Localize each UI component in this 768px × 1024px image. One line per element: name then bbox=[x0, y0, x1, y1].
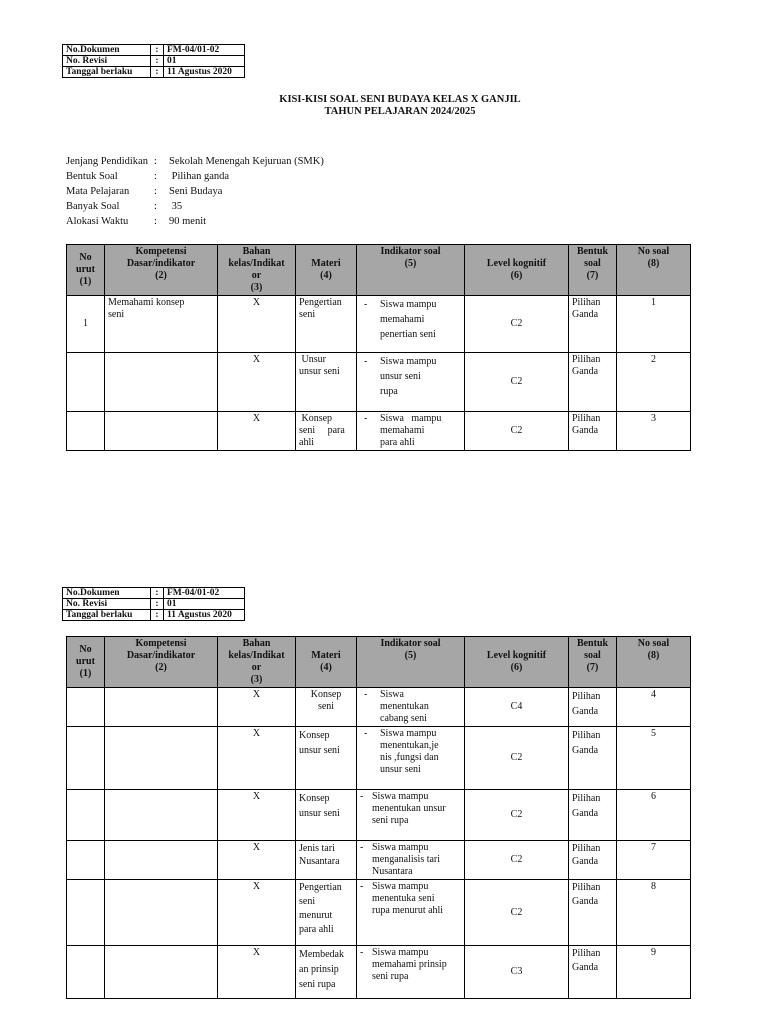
revision-row bbox=[63, 599, 245, 610]
doc-number-value: FM-04/01-02 bbox=[164, 588, 245, 599]
info-label: Banyak Soal bbox=[66, 201, 120, 212]
bahan-cell: X bbox=[218, 880, 296, 946]
effective-date-value: 11 Agustus 2020 bbox=[164, 67, 245, 78]
info-row-level bbox=[66, 154, 324, 169]
colon: : bbox=[151, 588, 164, 599]
bentuk-cell: Pilihan Ganda bbox=[569, 841, 617, 880]
header-bentuk: Bentuk soal (7) bbox=[569, 245, 617, 296]
indikator-cell: - Siswa mampu menganalisis tari Nusantara bbox=[357, 841, 465, 880]
bahan-cell: X bbox=[218, 727, 296, 790]
doc-number-label: No.Dokumen bbox=[63, 45, 151, 56]
header-kompetensi: Kompetensi Dasar/indikator (2) bbox=[105, 637, 218, 688]
bentuk-cell: Pilihan Ganda bbox=[569, 946, 617, 999]
bahan-cell: X bbox=[218, 946, 296, 999]
colon: : bbox=[151, 610, 164, 621]
level-cell: C2 bbox=[465, 727, 569, 790]
info-label: Mata Pelajaran bbox=[66, 186, 130, 197]
question-number-cell: 9 bbox=[617, 946, 691, 999]
revision-row bbox=[63, 56, 245, 67]
materi-cell: Unsur unsur seni bbox=[296, 353, 357, 412]
table-row bbox=[67, 688, 691, 727]
bahan-cell: X bbox=[218, 353, 296, 412]
row-number bbox=[67, 688, 105, 727]
kompetensi-cell bbox=[105, 353, 218, 412]
colon: : bbox=[154, 186, 157, 197]
kompetensi-cell bbox=[105, 946, 218, 999]
header-kompetensi: Kompetensi Dasar/indikator (2) bbox=[105, 245, 218, 296]
effective-date-label: Tanggal berlaku bbox=[63, 67, 151, 78]
doc-number-row bbox=[63, 588, 245, 599]
kompetensi-cell bbox=[105, 880, 218, 946]
table-row bbox=[67, 353, 691, 412]
question-number-cell: 2 bbox=[617, 353, 691, 412]
question-number-cell: 4 bbox=[617, 688, 691, 727]
header-indikator: Indikator soal (5) bbox=[357, 637, 465, 688]
header-indikator: Indikator soal (5) bbox=[357, 245, 465, 296]
level-cell: C4 bbox=[465, 688, 569, 727]
colon: : bbox=[151, 45, 164, 56]
header-materi: Materi (4) bbox=[296, 637, 357, 688]
header-no: No urut (1) bbox=[67, 245, 105, 296]
colon: : bbox=[154, 201, 157, 212]
info-label: Bentuk Soal bbox=[66, 171, 118, 182]
document-title: KISI-KISI SOAL SENI BUDAYA KELAS X GANJIL bbox=[279, 94, 521, 105]
info-label: Jenjang Pendidikan bbox=[66, 156, 148, 167]
header-bentuk: Bentuk soal (7) bbox=[569, 637, 617, 688]
header-nosoal: No soal (8) bbox=[617, 245, 691, 296]
level-cell: C3 bbox=[465, 946, 569, 999]
row-number bbox=[67, 353, 105, 412]
table-header-row bbox=[67, 245, 691, 296]
colon: : bbox=[154, 171, 157, 182]
question-number-cell: 1 bbox=[617, 296, 691, 353]
row-number bbox=[67, 841, 105, 880]
materi-cell: Membedak an prinsip seni rupa bbox=[296, 946, 357, 999]
kompetensi-cell bbox=[105, 412, 218, 451]
row-number bbox=[67, 790, 105, 841]
doc-number-value: FM-04/01-02 bbox=[164, 45, 245, 56]
level-cell: C2 bbox=[465, 790, 569, 841]
header-bahan: Bahan kelas/Indikat or (3) bbox=[218, 245, 296, 296]
question-number-cell: 5 bbox=[617, 727, 691, 790]
exam-info bbox=[66, 154, 324, 229]
indikator-cell: - Siswa mampu menentukan,je nis ,fungsi dan unsur seni bbox=[357, 727, 465, 790]
indikator-cell: - Siswa mampu menentukan unsur seni rupa bbox=[357, 790, 465, 841]
kompetensi-cell bbox=[105, 790, 218, 841]
effective-date-row bbox=[63, 610, 245, 621]
revision-label: No. Revisi bbox=[63, 56, 151, 67]
question-number-cell: 6 bbox=[617, 790, 691, 841]
info-value: Pilihan ganda bbox=[169, 171, 230, 182]
info-value: 35 bbox=[169, 201, 183, 212]
doc-number-label: No.Dokumen bbox=[63, 588, 151, 599]
colon: : bbox=[154, 156, 157, 167]
header-level: Level kognitif (6) bbox=[465, 245, 569, 296]
materi-cell: Konsep seni para ahli bbox=[296, 412, 357, 451]
level-cell: C2 bbox=[465, 353, 569, 412]
header-nosoal: No soal (8) bbox=[617, 637, 691, 688]
info-row-subject bbox=[66, 184, 324, 199]
indikator-cell: - Siswa mampu menentuka seni rupa menurut ahli bbox=[357, 880, 465, 946]
info-value: Seni Budaya bbox=[169, 186, 223, 197]
level-cell: C2 bbox=[465, 841, 569, 880]
info-row-question-count bbox=[66, 199, 324, 214]
question-number-cell: 8 bbox=[617, 880, 691, 946]
materi-cell: Konsep unsur seni bbox=[296, 727, 357, 790]
info-row-time bbox=[66, 214, 324, 229]
materi-cell: Pengertian seni bbox=[296, 296, 357, 353]
bahan-cell: X bbox=[218, 790, 296, 841]
bentuk-cell: Pilihan Ganda bbox=[569, 353, 617, 412]
info-row-question-type bbox=[66, 169, 324, 184]
indikator-cell: - Siswa mampu memahami prinsip seni rupa bbox=[357, 946, 465, 999]
header-level: Level kognitif (6) bbox=[465, 637, 569, 688]
table-row bbox=[67, 727, 691, 790]
colon: : bbox=[151, 599, 164, 610]
document-info-box bbox=[62, 587, 245, 621]
info-label: Alokasi Waktu bbox=[66, 216, 129, 227]
level-cell: C2 bbox=[465, 880, 569, 946]
document-info-box bbox=[62, 44, 245, 78]
indikator-cell: - Siswa mampu memahami penertian seni bbox=[357, 296, 465, 353]
info-value: 90 menit bbox=[169, 216, 207, 227]
table-header-row bbox=[67, 637, 691, 688]
indikator-cell: - Siswa mampu unsur seni rupa bbox=[357, 353, 465, 412]
bentuk-cell: Pilihan Ganda bbox=[569, 412, 617, 451]
doc-number-row bbox=[63, 45, 245, 56]
effective-date-value: 11 Agustus 2020 bbox=[164, 610, 245, 621]
info-value: Sekolah Menengah Kejuruan (SMK) bbox=[169, 156, 324, 167]
bahan-cell: X bbox=[218, 296, 296, 353]
materi-cell: Jenis tari Nusantara bbox=[296, 841, 357, 880]
kompetensi-cell bbox=[105, 688, 218, 727]
materi-cell: Pengertian seni menurut para ahli bbox=[296, 880, 357, 946]
bentuk-cell: Pilihan Ganda bbox=[569, 880, 617, 946]
table-row bbox=[67, 880, 691, 946]
row-number: 1 bbox=[67, 296, 105, 353]
revision-value: 01 bbox=[164, 56, 245, 67]
revision-value: 01 bbox=[164, 599, 245, 610]
colon: : bbox=[151, 56, 164, 67]
effective-date-row bbox=[63, 67, 245, 78]
table-row bbox=[67, 296, 691, 353]
bentuk-cell: Pilihan Ganda bbox=[569, 727, 617, 790]
table-row bbox=[67, 946, 691, 999]
colon: : bbox=[154, 216, 157, 227]
row-number bbox=[67, 727, 105, 790]
table-row bbox=[67, 841, 691, 880]
colon: : bbox=[151, 67, 164, 78]
materi-cell: Konsep seni bbox=[296, 688, 357, 727]
kompetensi-cell bbox=[105, 727, 218, 790]
bahan-cell: X bbox=[218, 412, 296, 451]
revision-label: No. Revisi bbox=[63, 599, 151, 610]
materi-cell: Konsep unsur seni bbox=[296, 790, 357, 841]
row-number bbox=[67, 880, 105, 946]
row-number bbox=[67, 946, 105, 999]
bentuk-cell: Pilihan Ganda bbox=[569, 790, 617, 841]
academic-year-title: TAHUN PELAJARAN 2024/2025 bbox=[324, 106, 476, 117]
bahan-cell: X bbox=[218, 688, 296, 727]
table-row bbox=[67, 412, 691, 451]
bentuk-cell: Pilihan Ganda bbox=[569, 688, 617, 727]
question-grid-table bbox=[66, 244, 691, 451]
question-number-cell: 7 bbox=[617, 841, 691, 880]
kompetensi-cell: Memahami konsep seni bbox=[105, 296, 218, 353]
level-cell: C2 bbox=[465, 296, 569, 353]
effective-date-label: Tanggal berlaku bbox=[63, 610, 151, 621]
header-no: No urut (1) bbox=[67, 637, 105, 688]
question-grid-table bbox=[66, 636, 691, 999]
bahan-cell: X bbox=[218, 841, 296, 880]
bentuk-cell: Pilihan Ganda bbox=[569, 296, 617, 353]
level-cell: C2 bbox=[465, 412, 569, 451]
row-number bbox=[67, 412, 105, 451]
header-bahan: Bahan kelas/Indikat or (3) bbox=[218, 637, 296, 688]
table-row bbox=[67, 790, 691, 841]
header-materi: Materi (4) bbox=[296, 245, 357, 296]
indikator-cell: - Siswa menentukan cabang seni bbox=[357, 688, 465, 727]
kompetensi-cell bbox=[105, 841, 218, 880]
indikator-cell: - Siswa mampu memahami para ahli bbox=[357, 412, 465, 451]
question-number-cell: 3 bbox=[617, 412, 691, 451]
